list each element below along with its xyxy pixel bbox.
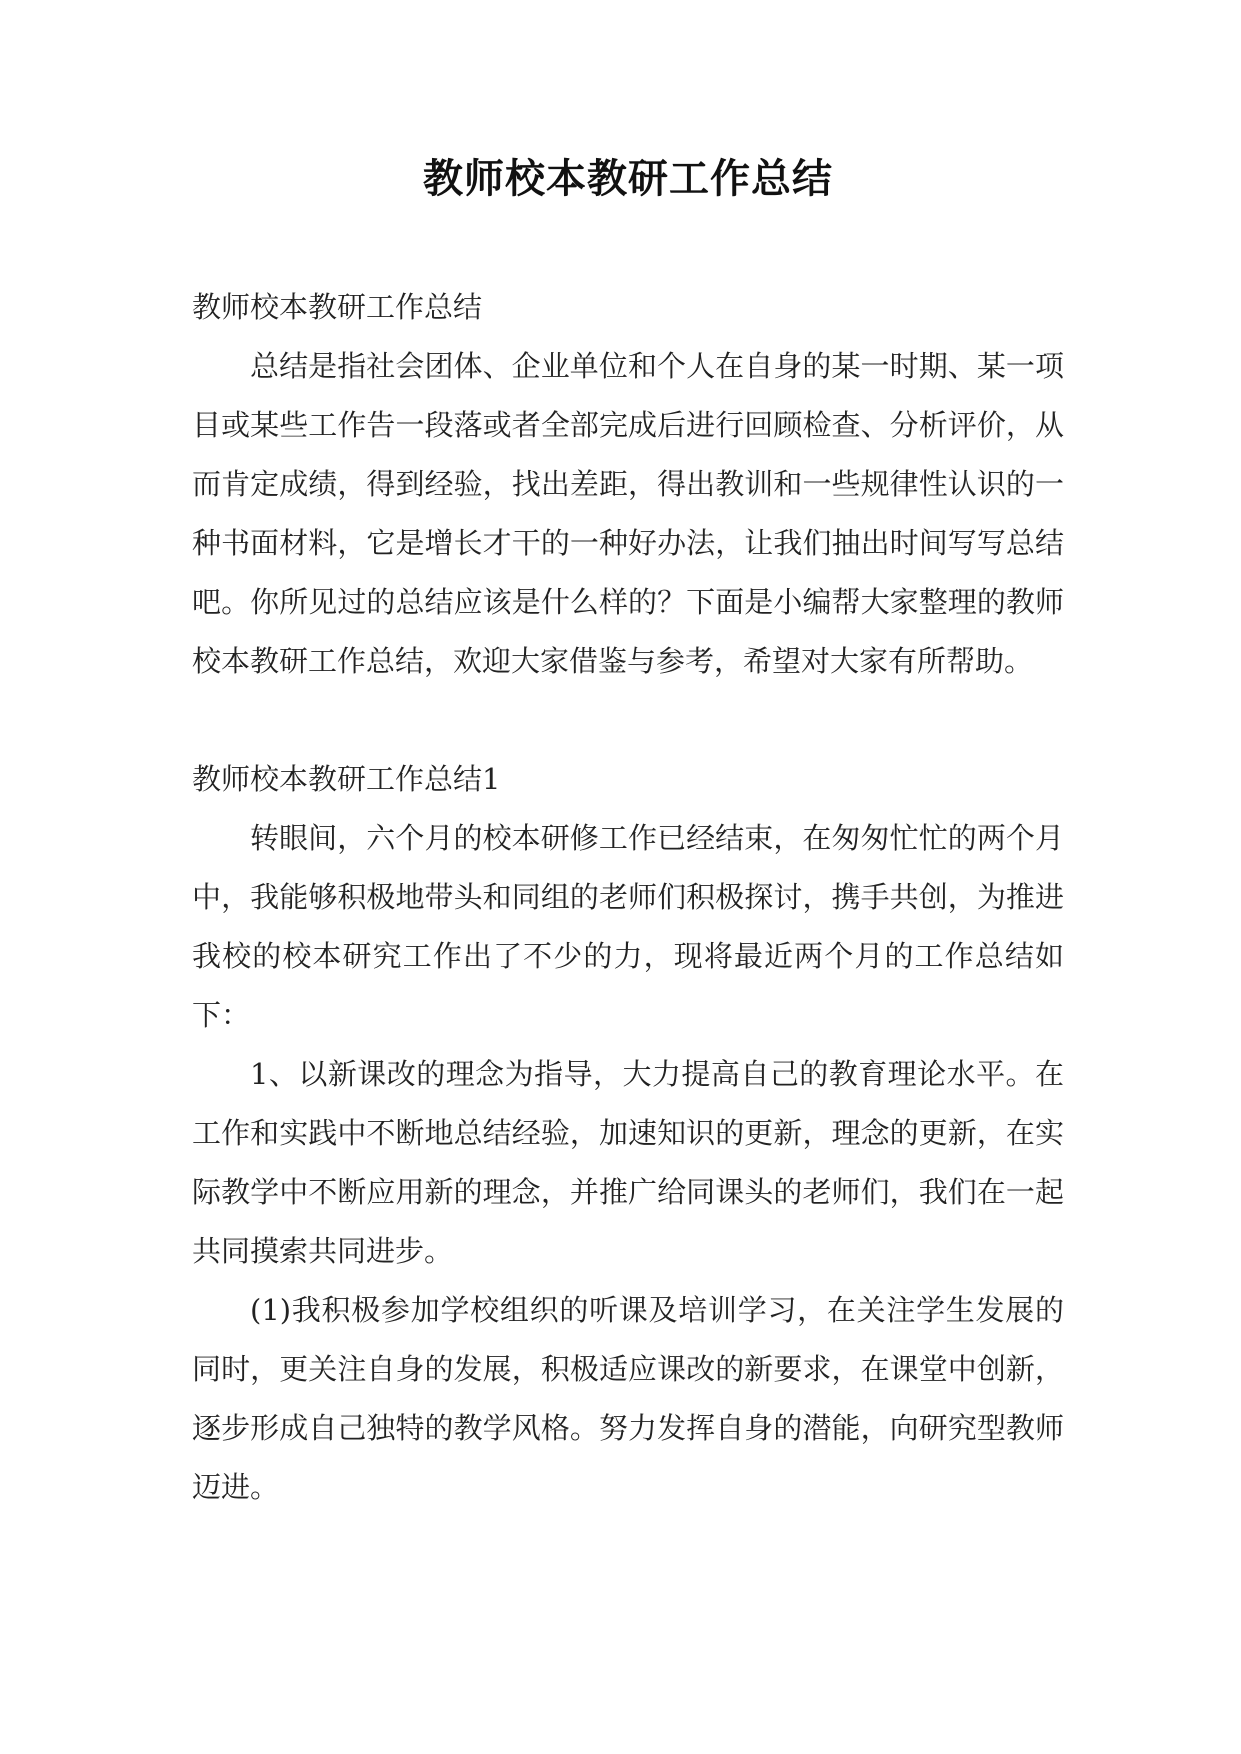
intro-paragraph: 总结是指社会团体、企业单位和个人在自身的某一时期、某一项目或某些工作告一段落或者全部完成后进行回顾检查、分析评价，从而肯定成绩，得到经验，找出差距，得出教训和一些规律性认识的一种书面材料，它是增长才干的一种好办法，让我们抽出时间写写总结吧。你所见过的总结应该是什么样的？下面是小编帮大家整理的教师校本教研工作总结，欢迎大家借鉴与参考，希望对大家有所帮助。	[192, 349, 1064, 678]
document-body	[192, 278, 1064, 1517]
section1-paragraph-3: (1)我积极参加学校组织的听课及培训学习，在关注学生发展的同时，更关注自身的发展，积极适应课改的新要求，在课堂中创新，逐步形成自己独特的教学风格。努力发挥自身的潜能，向研究型教师迈进。	[192, 1293, 1064, 1504]
intro-heading: 教师校本教研工作总结	[192, 290, 483, 324]
section1-paragraph-2: 1、以新课改的理念为指导，大力提高自己的教育理论水平。在工作和实践中不断地总结经验，加速知识的更新，理念的更新，在实际教学中不断应用新的理念，并推广给同课头的老师们，我们在一起共同摸索共同进步。	[192, 1057, 1064, 1268]
section-spacer	[192, 691, 1064, 750]
document-title: 教师校本教研工作总结	[423, 156, 833, 202]
document-page	[192, 150, 1064, 1517]
section1-heading: 教师校本教研工作总结1	[192, 762, 501, 796]
section1-paragraph-1: 转眼间，六个月的校本研修工作已经结束，在匆匆忙忙的两个月中，我能够积极地带头和同组的老师们积极探讨，携手共创，为推进我校的校本研究工作出了不少的力，现将最近两个月的工作总结如下：	[192, 821, 1064, 1032]
